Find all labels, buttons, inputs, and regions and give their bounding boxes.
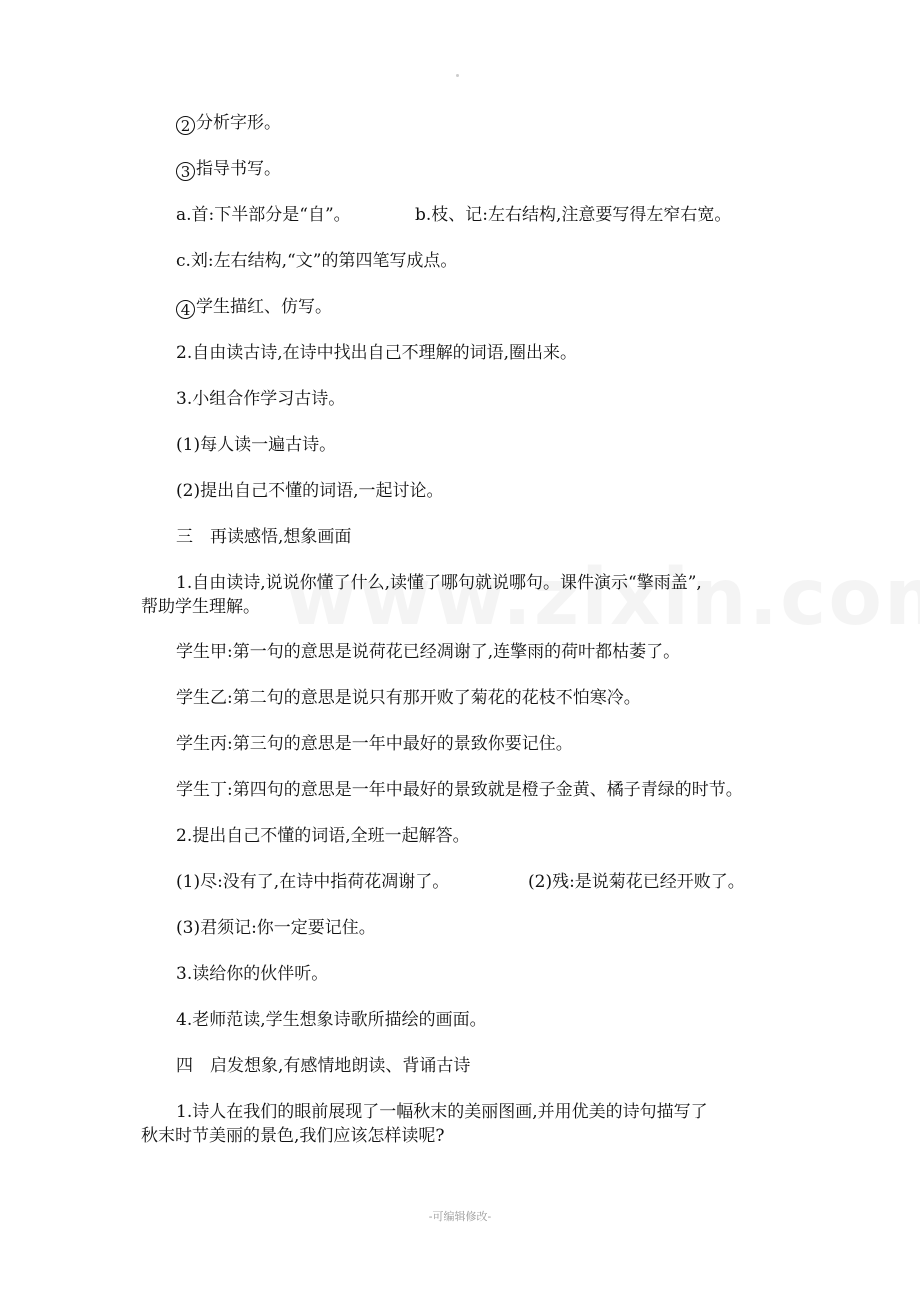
section-heading-4: 四 启发想象,有感情地朗读、背诵古诗 [176,1056,471,1076]
circled-number: 4 [176,300,195,319]
line-read-partner: 3.读给你的伙伴听。 [176,964,329,984]
line-poet-picture-cont: 秋末时节美丽的景色,我们应该怎样读呢? [141,1126,445,1146]
line-poet-picture: 1.诗人在我们的眼前展现了一幅秋末的美丽图画,并用优美的诗句描写了 [176,1102,708,1122]
line-char-liu: c.刘:左右结构,“文”的第四笔写成点。 [176,251,458,271]
page-footer: -可编辑修改- [428,1210,492,1223]
line-word-junxuji: (3)君须记:你一定要记住。 [176,918,376,938]
line-teacher-read: 4.老师范读,学生想象诗歌所描绘的画面。 [176,1010,487,1030]
line-word-can: (2)残:是说菊花已经开败了。 [528,872,745,892]
line-text: 分析字形。 [196,113,281,133]
line-text: 指导书写。 [196,159,281,179]
line-student-a: 学生甲:第一句的意思是说荷花已经凋谢了,连擎雨的荷叶都枯萎了。 [176,642,681,662]
watermark [285,553,920,643]
line-guide-writing [176,158,281,181]
page-mark [456,74,459,77]
line-free-read: 2.自由读古诗,在诗中找出自己不理解的词语,圈出来。 [176,343,578,363]
circled-number: 3 [176,162,195,181]
line-word-jin: (1)尽:没有了,在诗中指荷花凋谢了。 [176,872,450,892]
line-each-read: (1)每人读一遍古诗。 [176,435,337,455]
line-student-b: 学生乙:第二句的意思是说只有那开败了菊花的花枝不怕寒冷。 [176,688,641,708]
line-free-read-poem: 1.自由读诗,说说你懂了什么,读懂了哪句就说哪句。课件演示“擎雨盖”, [176,573,702,593]
line-class-answer: 2.提出自己不懂的词语,全班一起解答。 [176,826,470,846]
line-free-read-poem-cont: 帮助学生理解。 [141,597,260,617]
circled-number: 2 [176,116,195,135]
line-student-c: 学生丙:第三句的意思是一年中最好的景致你要记住。 [176,734,573,754]
line-trace-copy [176,296,332,319]
line-text: 学生描红、仿写。 [196,297,332,317]
line-analyze-shape [176,112,281,135]
section-heading-3: 三 再读感悟,想象画面 [176,527,352,547]
line-ask-words: (2)提出自己不懂的词语,一起讨论。 [176,481,444,501]
line-char-shou: a.首:下半部分是“自”。 [176,205,351,225]
line-group-study: 3.小组合作学习古诗。 [176,389,346,409]
line-char-zhi-ji: b.枝、记:左右结构,注意要写得左窄右宽。 [415,205,732,225]
line-student-d: 学生丁:第四句的意思是一年中最好的景致就是橙子金黄、橘子青绿的时节。 [176,780,743,800]
